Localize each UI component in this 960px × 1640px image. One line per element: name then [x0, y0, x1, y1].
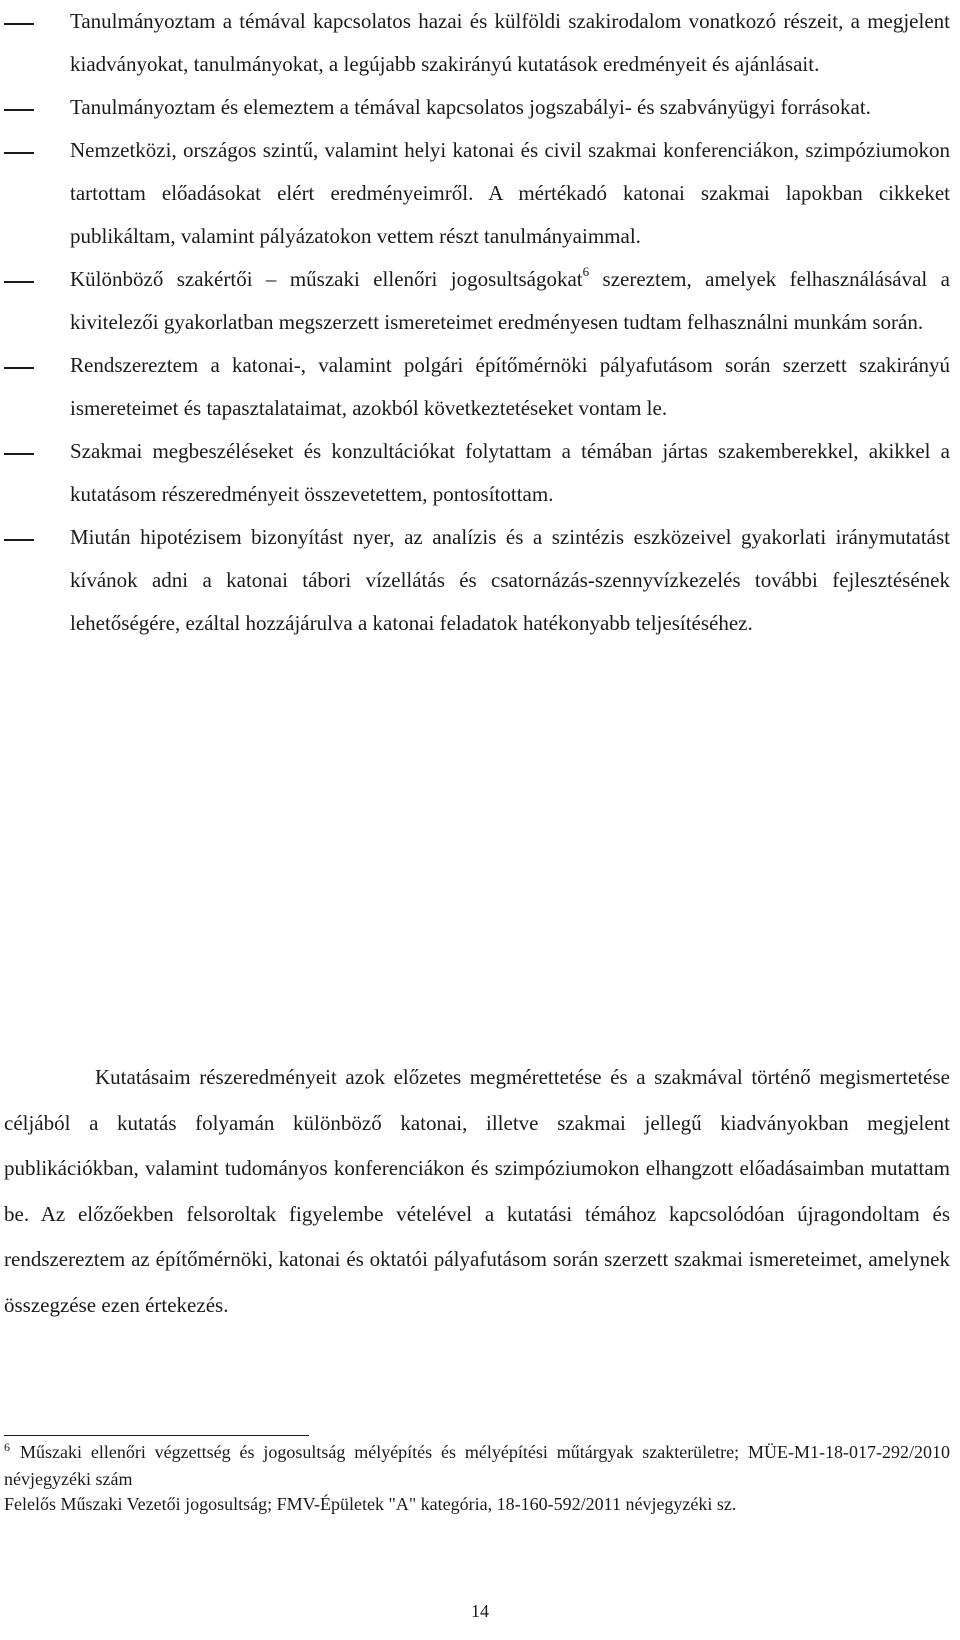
list-item-text: Tanulmányoztam és elemeztem a témával kapcsolatos jogszabályi- és szabványügyi forrásokat. [70, 95, 871, 119]
page-number: 14 [471, 1601, 489, 1621]
dash-bullet-icon [4, 109, 34, 111]
dash-bullet-icon [4, 281, 34, 283]
list-item-text: Rendszereztem a katonai-, valamint polgári építőmérnöki pályafutásom során szerzett szakirányú ismereteimet és tapasztalataimat, azokból következtetéseket vontam le. [70, 353, 950, 420]
list-item-text-continued: szereztem, amelyek felhasználásával a kivitelezői gyakorlatban megszerzett ismereteimet eredményesen tudtam felhasználni munkám során. [70, 267, 950, 334]
list-item [4, 430, 950, 516]
list-item [4, 0, 950, 86]
footnote [4, 1440, 950, 1517]
body-paragraph: Kutatásaim részeredményeit azok előzetes megmérettetése és a szakmával történő megismertetése céljából a kutatás folyamán különböző katonai, illetve szakmai jellegű kiadványokban megjelent publikációkban, valamint tudományos konferenciákon és szimpóziumokon elhangzott előadásaimban mutattam be. Az előzőekben felsoroltak figyelembe vételével a kutatási témához kapcsolódóan újragondoltam és rendszereztem az építőmérnöki, katonai és oktatói pályafutásom során szerzett szakmai ismereteimet, amelynek összegzése ezen értekezés. [4, 1065, 950, 1317]
method-bullet-list [4, 0, 950, 645]
list-item-text: Különböző szakértői – műszaki ellenőri jogosultságokat [70, 267, 583, 291]
list-item-text: Szakmai megbeszéléseket és konzultációkat folytattam a témában jártas szakemberekkel, akikkel a kutatásom részeredményeit összevetettem, pontosítottam. [70, 439, 950, 506]
dash-bullet-icon [4, 152, 34, 154]
footnote-mark: 6 [4, 1440, 10, 1454]
dash-bullet-icon [4, 539, 34, 541]
footnote-text: Műszaki ellenőri végzettség és jogosultság mélyépítés és mélyépítési műtárgyak szakterületre; MÜE-M1-18-017-292/2010 névjegyzéki szám [4, 1442, 950, 1489]
footnote-line: Felelős Műszaki Vezetői jogosultság; FMV-Épületek "A" kategória, 18-160-592/2011 névjegyzéki sz. [4, 1494, 737, 1514]
footnote-line [4, 1440, 950, 1492]
list-item-text: Miután hipotézisem bizonyítást nyer, az analízis és a szintézis eszközeivel gyakorlati iránymutatást kívánok adni a katonai tábori vízellátás és csatornázás-szennyvízkezelés további fejlesztésének lehetőségére, ezáltal hozzájárulva a katonai feladatok hatékonyabb teljesítéséhez. [70, 525, 950, 635]
dash-bullet-icon [4, 367, 34, 369]
list-item [4, 129, 950, 258]
list-item-text: Tanulmányoztam a témával kapcsolatos hazai és külföldi szakirodalom vonatkozó részeit, a megjelent kiadványokat, tanulmányokat, a legújabb szakirányú kutatások eredményeit és ajánlásait. [70, 9, 950, 76]
footnote-divider [4, 1435, 309, 1436]
dash-bullet-icon [4, 23, 34, 25]
list-item-text: Nemzetközi, országos szintű, valamint helyi katonai és civil szakmai konferenciákon, szimpóziumokon tartottam előadásokat elért eredményeimről. A mértékadó katonai szakmai lapokban cikkeket publikáltam, valamint pályázatokon vettem részt tanulmányaimmal. [70, 138, 950, 248]
list-item [4, 516, 950, 645]
dash-bullet-icon [4, 453, 34, 455]
footnote-reference: 6 [582, 264, 590, 279]
list-item [4, 344, 950, 430]
list-item [4, 258, 950, 344]
list-item [4, 86, 950, 129]
